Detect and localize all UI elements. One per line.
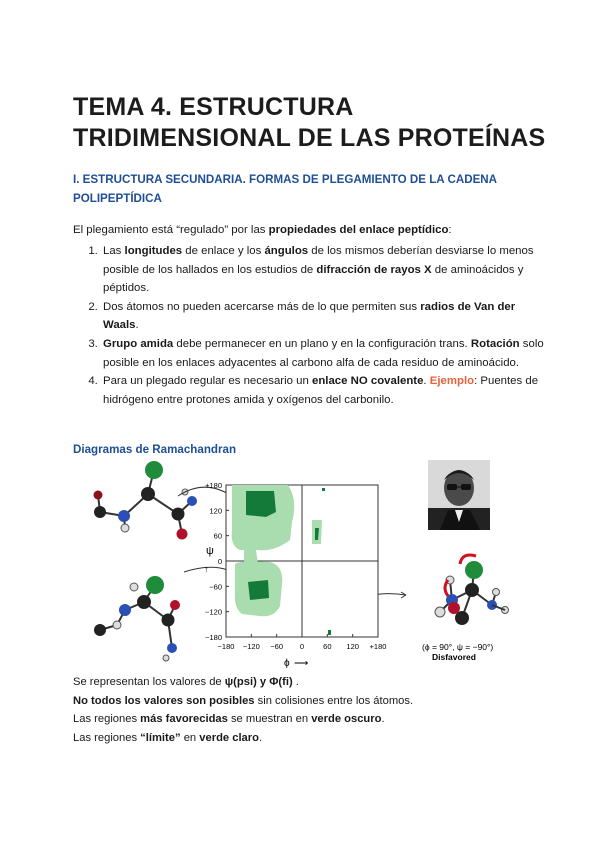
page-title xyxy=(73,92,545,154)
caption-line: Las regiones “límite” en verde claro. xyxy=(73,731,263,744)
favored-region-alpha xyxy=(248,580,269,600)
x-tick-label: +180 xyxy=(369,642,387,651)
caption-line: Se representan los valores de ψ(psi) y Φ(fi) . xyxy=(73,676,299,688)
x-tick-label: 60 xyxy=(323,642,332,651)
section-heading-line-2: POLIPEPTÍDICA xyxy=(73,192,162,205)
favored-dot xyxy=(328,630,331,635)
x-axis-label: ϕ xyxy=(284,658,290,669)
list-item: 2. Dos átomos no pueden acercarse más de lo que permiten sus radios de Van der Waals. xyxy=(101,298,553,335)
y-tick-label: +180 xyxy=(205,481,222,490)
y-tick-label: −60 xyxy=(209,582,222,592)
caption-line: No todos los valores son posibles sin colisiones entre los átomos. xyxy=(73,694,414,707)
list-item: 1. Las longitudes de enlace y los ángulos de los mismos deberían desviarse lo menos posible de los hallados en los estudios de difracción de rayos X de aminoácidos y péptidos. xyxy=(101,242,553,298)
x-tick-label: 0 xyxy=(299,642,305,651)
figure-caption xyxy=(73,673,413,747)
favored-dot xyxy=(322,488,325,491)
list-item: 3. Grupo amida debe permanecer en un plano y en la configuración trans. Rotación solo posible en los enlaces adyacentes al carbono alfa de cada residuo de aminoácido. xyxy=(101,335,553,372)
section-heading-line-1: I. ESTRUCTURA SECUNDARIA. FORMAS DE PLEGAMIENTO DE LA CADENA xyxy=(73,173,498,186)
scientist-portrait-photo xyxy=(428,460,490,530)
molecule-disfavored xyxy=(422,555,509,662)
y-tick-label: 0 xyxy=(217,557,222,566)
y-tick-label: −180 xyxy=(205,633,222,642)
x-axis-arrow: ⟶ xyxy=(294,658,309,669)
subheading: Diagramas de Ramachandran xyxy=(73,443,237,456)
x-tick-label: 120 xyxy=(346,642,359,651)
molecule-bottom xyxy=(94,576,180,661)
disfavored-angles: (ϕ = 90°, ψ = −90°) xyxy=(422,642,494,652)
ramachandran-plot xyxy=(204,481,386,669)
molecule-top xyxy=(94,461,198,540)
title-line-1: TEMA 4. ESTRUCTURA xyxy=(73,93,354,121)
list-item: 4. Para un plegado regular es necesario un enlace NO covalente. Ejemplo: Puentes de hidrógeno entre protones amida y oxígenos del carbonilo. xyxy=(101,372,553,409)
y-tick-label: −120 xyxy=(205,607,222,617)
y-tick-label: 120 xyxy=(209,506,222,516)
x-tick-label: −180 xyxy=(217,642,235,651)
favored-region-beta xyxy=(246,491,276,517)
disfavored-label: Disfavored xyxy=(432,652,476,662)
y-tick-label: 60 xyxy=(213,531,222,541)
caption-line: Las regiones más favorecidas se muestran en verde oscuro. xyxy=(73,713,385,725)
properties-list xyxy=(73,242,553,409)
allowed-region-bridge xyxy=(244,548,258,564)
y-axis-label: ψ xyxy=(206,545,214,557)
intro-paragraph xyxy=(73,224,452,236)
section-heading xyxy=(73,170,533,208)
x-tick-label: −120 xyxy=(242,642,260,651)
x-tick-label: −60 xyxy=(270,642,284,651)
intro-bold: propiedades del enlace peptídico xyxy=(268,224,449,236)
ramachandran-figure xyxy=(70,460,530,672)
intro-colon: : xyxy=(448,224,452,236)
title-line-2: TRIDIMENSIONAL DE LAS PROTEÍNAS xyxy=(73,124,546,152)
intro-text: El plegamiento está “regulado” por las xyxy=(73,224,269,236)
y-axis-arrow: ↑ xyxy=(204,564,209,574)
